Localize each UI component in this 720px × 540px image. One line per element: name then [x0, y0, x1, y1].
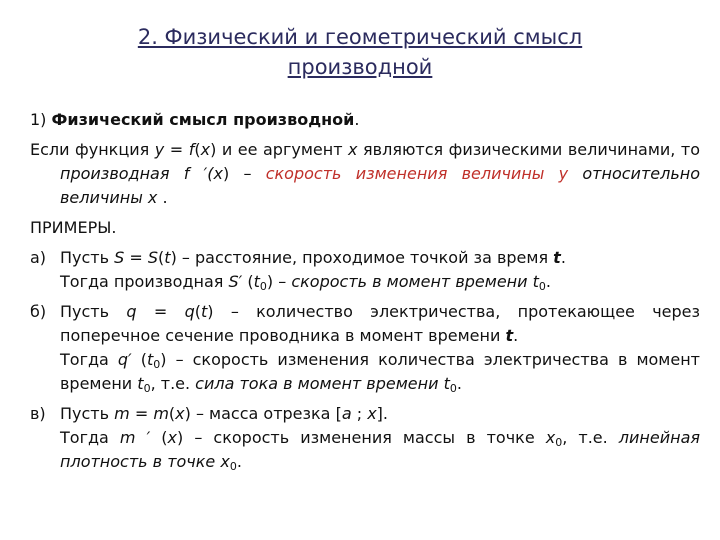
example-text: . [456, 374, 462, 393]
definition-equals: = [164, 140, 189, 159]
example-var: q [126, 302, 137, 321]
slide-title-line2: производной [287, 55, 433, 79]
definition-var-x: x [348, 140, 358, 159]
definition-f-prime: f ′( [169, 164, 214, 183]
example-text: = [136, 302, 185, 321]
definition-end: . [157, 188, 168, 207]
example-text: ) – количество электричества, протекающее через поперечное сечение проводника в момент времени [60, 302, 701, 345]
example-b-line2 [60, 348, 700, 396]
example-a-line1 [60, 246, 700, 270]
example-subscript: 0 [153, 358, 161, 371]
example-text: . [560, 248, 566, 267]
example-b-line1 [60, 300, 700, 348]
definition-paragraph [30, 138, 700, 210]
example-text: ( [131, 350, 147, 369]
example-a-marker: а) [30, 248, 47, 267]
example-subscript: 0 [229, 460, 237, 473]
example-text: Тогда производная [60, 272, 229, 291]
example-text: ) – масса отрезка [ [184, 404, 342, 423]
example-var: a [341, 404, 352, 423]
example-subscript: 0 [555, 436, 563, 449]
example-var: q′ [117, 350, 132, 369]
example-italic-phrase: скорость в момент времени t [291, 272, 539, 291]
definition-relative-to: относительно величины х [60, 164, 701, 207]
example-text: . [545, 272, 551, 291]
example-subscript: 0 [143, 382, 151, 395]
example-var: x [175, 404, 185, 423]
example-var: S [147, 248, 159, 267]
example-var: S [114, 248, 125, 267]
example-text: . [513, 326, 519, 345]
example-text: Тогда [60, 350, 118, 369]
example-var: m ′ [119, 428, 151, 447]
definition-var-x: x [200, 140, 211, 159]
example-italic-phrase: сила тока в момент времени t [195, 374, 450, 393]
example-c-marker: в) [30, 404, 46, 423]
example-text: , т.е. [150, 374, 196, 393]
example-var: x [545, 428, 556, 447]
definition-var-x: x [213, 164, 223, 183]
definition-paren-open: ( [194, 140, 201, 159]
example-text: ]. [376, 404, 388, 423]
example-a [30, 246, 700, 294]
definition-text: ) и ее аргумент [210, 140, 349, 159]
section-heading-text: Физический смысл производной [51, 110, 355, 129]
example-text: = [124, 248, 148, 267]
example-text: Пусть [60, 302, 127, 321]
example-a-line2 [60, 270, 700, 294]
example-text: . [236, 452, 242, 471]
slide-title [0, 22, 720, 82]
example-text: Тогда [60, 428, 120, 447]
definition-text: являются физическими величинами, то [357, 140, 701, 159]
definition-dash: ) – [222, 164, 266, 183]
example-var: t [505, 326, 514, 345]
example-text: ( [168, 404, 176, 423]
section-heading-period: . [354, 110, 360, 129]
section-heading [30, 108, 700, 132]
example-text: ( [242, 272, 254, 291]
definition-rate-of-change: скорость изменения величины у [265, 164, 569, 183]
example-text: ) – скорость изменения количества электричества в момент времени [60, 350, 700, 393]
example-var: t [253, 272, 260, 291]
example-c-line1 [60, 402, 700, 426]
example-var: x [367, 404, 377, 423]
example-text: = [129, 404, 154, 423]
example-c-line2 [60, 426, 700, 474]
definition-derivative-term: производная [60, 164, 170, 183]
example-subscript: 0 [538, 280, 546, 293]
example-var: t [553, 248, 561, 267]
slide-content [30, 108, 700, 474]
example-var: t [146, 350, 154, 369]
example-text: ( [194, 302, 201, 321]
example-text: ) – скорость изменения массы в точке [177, 428, 546, 447]
definition-var-f: f [188, 140, 195, 159]
example-text: ( [150, 428, 168, 447]
example-var: t [137, 374, 144, 393]
example-text: , т.е. [562, 428, 619, 447]
example-var: m [114, 404, 130, 423]
definition-text: Если функция [30, 140, 155, 159]
section-number: 1) [30, 110, 52, 129]
example-text: ) – [266, 272, 292, 291]
example-var: t [164, 248, 171, 267]
example-var: S′ [228, 272, 243, 291]
example-var: t [200, 302, 208, 321]
example-b [30, 300, 700, 396]
example-subscript: 0 [259, 280, 267, 293]
slide-title-line1: 2. Физический и геометрический смысл [137, 25, 583, 49]
example-var: x [167, 428, 178, 447]
definition-var-y: y [154, 140, 165, 159]
example-text: ( [158, 248, 165, 267]
example-var: q [184, 302, 195, 321]
example-text: Пусть [60, 404, 115, 423]
example-var: m [153, 404, 169, 423]
example-c [30, 402, 700, 474]
example-b-marker: б) [30, 302, 47, 321]
example-subscript: 0 [449, 382, 457, 395]
example-text: Пусть [60, 248, 115, 267]
examples-label: ПРИМЕРЫ. [30, 218, 117, 237]
example-text: ; [351, 404, 368, 423]
example-text: ) – расстояние, проходимое точкой за время [170, 248, 554, 267]
example-italic-phrase: линейная плотность в точке x [60, 428, 701, 471]
